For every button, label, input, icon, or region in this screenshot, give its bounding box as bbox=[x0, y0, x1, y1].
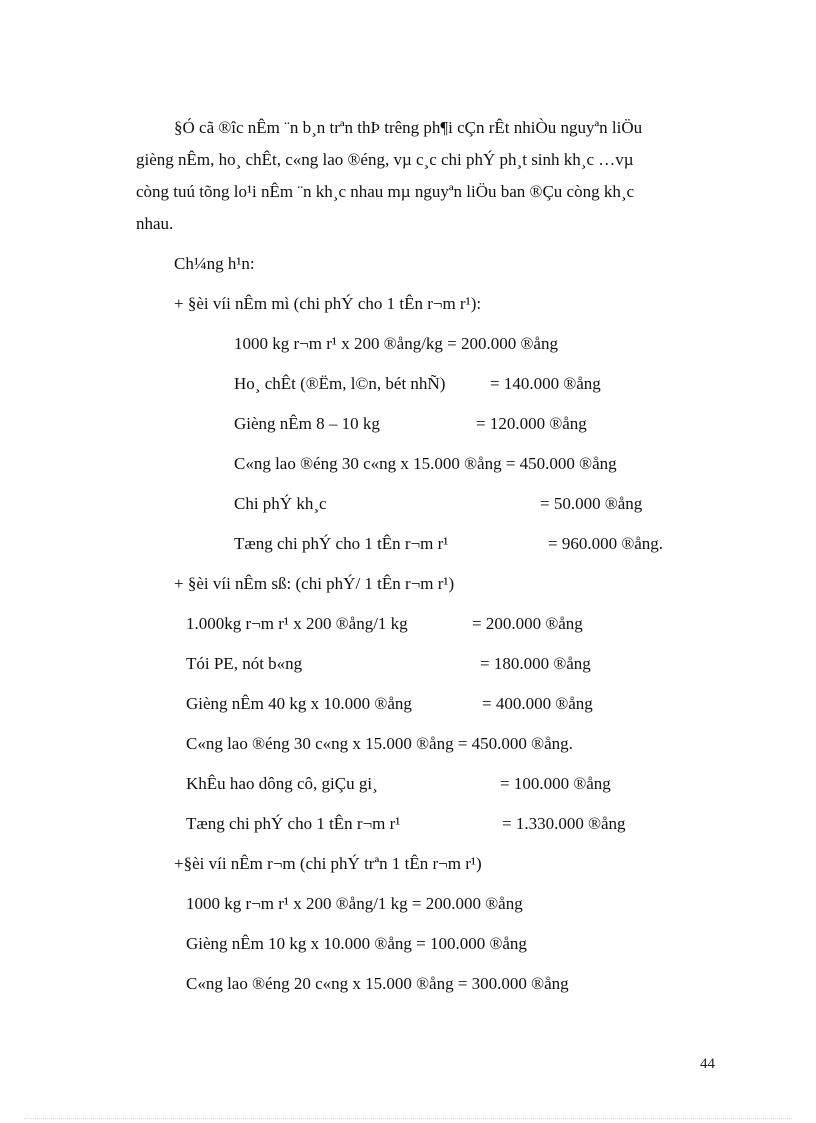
intro-paragraph bbox=[136, 112, 718, 240]
cost-row-value: = 180.000 ®ång bbox=[480, 654, 591, 673]
cost-row-label: C«ng lao ®éng 30 c«ng x 15.000 ®ång = 450.000 ®ång. bbox=[186, 734, 573, 753]
cost-row-label: Gièng nÊm 40 kg x 10.000 ®ång bbox=[186, 694, 412, 713]
cost-row-label: Tæng chi phÝ cho 1 tÊn r¬m r¹ bbox=[234, 534, 449, 553]
cost-row-label: KhÊu hao dông cô, giÇu gi¸ bbox=[186, 774, 378, 793]
cost-row-label: Gièng nÊm 8 – 10 kg bbox=[234, 414, 380, 433]
cost-row-value: = 400.000 ®ång bbox=[482, 694, 593, 713]
cost-row-label: Chi phÝ kh¸c bbox=[234, 494, 327, 513]
cost-row-value: = 50.000 ®ång bbox=[540, 494, 643, 513]
cost-row-label: C«ng lao ®éng 30 c«ng x 15.000 ®ång = 450.000 ®ång bbox=[234, 454, 617, 473]
cost-row-value: = 120.000 ®ång bbox=[476, 414, 587, 433]
cost-row-label: 1000 kg r¬m r¹ x 200 ®ång/kg = 200.000 ®ång bbox=[234, 334, 558, 353]
section-heading-mushroom-mi: + §èi víi nÊm mì (chi phÝ cho 1 tÊn r¬m r¹): bbox=[174, 294, 482, 313]
cost-row-label: 1000 kg r¬m r¹ x 200 ®ång/1 kg = 200.000 ®ång bbox=[186, 894, 523, 913]
paragraph-line: nhau. bbox=[136, 214, 174, 233]
paragraph-line: §Ó cã ®îc nÊm ¨n b¸n trªn thÞ trêng ph¶i cÇn rÊt nhiÒu nguyªn liÖu bbox=[174, 118, 643, 137]
page-number: 44 bbox=[700, 1056, 715, 1072]
section-heading-mushroom-so: + §èi víi nÊm sß: (chi phÝ/ 1 tÊn r¬m r¹) bbox=[174, 574, 455, 593]
cost-row-label: Ho¸ chÊt (®Ëm, l©n, bét nhÑ) bbox=[234, 374, 446, 393]
paragraph-line: còng tuú tõng lo¹i nÊm ¨n kh¸c nhau mµ nguyªn liÖu ban ®Çu còng kh¸c bbox=[136, 182, 635, 201]
paragraph-line: gièng nÊm, ho¸ chÊt, c«ng lao ®éng, vµ c¸c chi phÝ ph¸t sinh kh¸c …vµ bbox=[136, 150, 634, 169]
cost-row-label: C«ng lao ®éng 20 c«ng x 15.000 ®ång = 300.000 ®ång bbox=[186, 974, 569, 993]
cost-row-label: Tói PE, nót b«ng bbox=[186, 654, 303, 673]
cost-row-value: = 960.000 ®ång. bbox=[548, 534, 664, 553]
cost-row-label: Gièng nÊm 10 kg x 10.000 ®ång = 100.000 ®ång bbox=[186, 934, 527, 953]
cost-row-value: = 1.330.000 ®ång bbox=[502, 814, 626, 833]
cost-row-value: = 200.000 ®ång bbox=[472, 614, 583, 633]
cost-row-label: 1.000kg r¬m r¹ x 200 ®ång/1 kg bbox=[186, 614, 408, 633]
cost-row-label: Tæng chi phÝ cho 1 tÊn r¬m r¹ bbox=[186, 814, 401, 833]
cost-row-value: = 100.000 ®ång bbox=[500, 774, 611, 793]
cost-row-value: = 140.000 ®ång bbox=[490, 374, 601, 393]
page-bottom-divider bbox=[24, 1118, 792, 1119]
section-heading-mushroom-rom: +§èi víi nÊm r¬m (chi phÝ trªn 1 tÊn r¬m r¹) bbox=[174, 854, 482, 873]
intro-label: Ch¼ng h¹n: bbox=[174, 254, 255, 273]
